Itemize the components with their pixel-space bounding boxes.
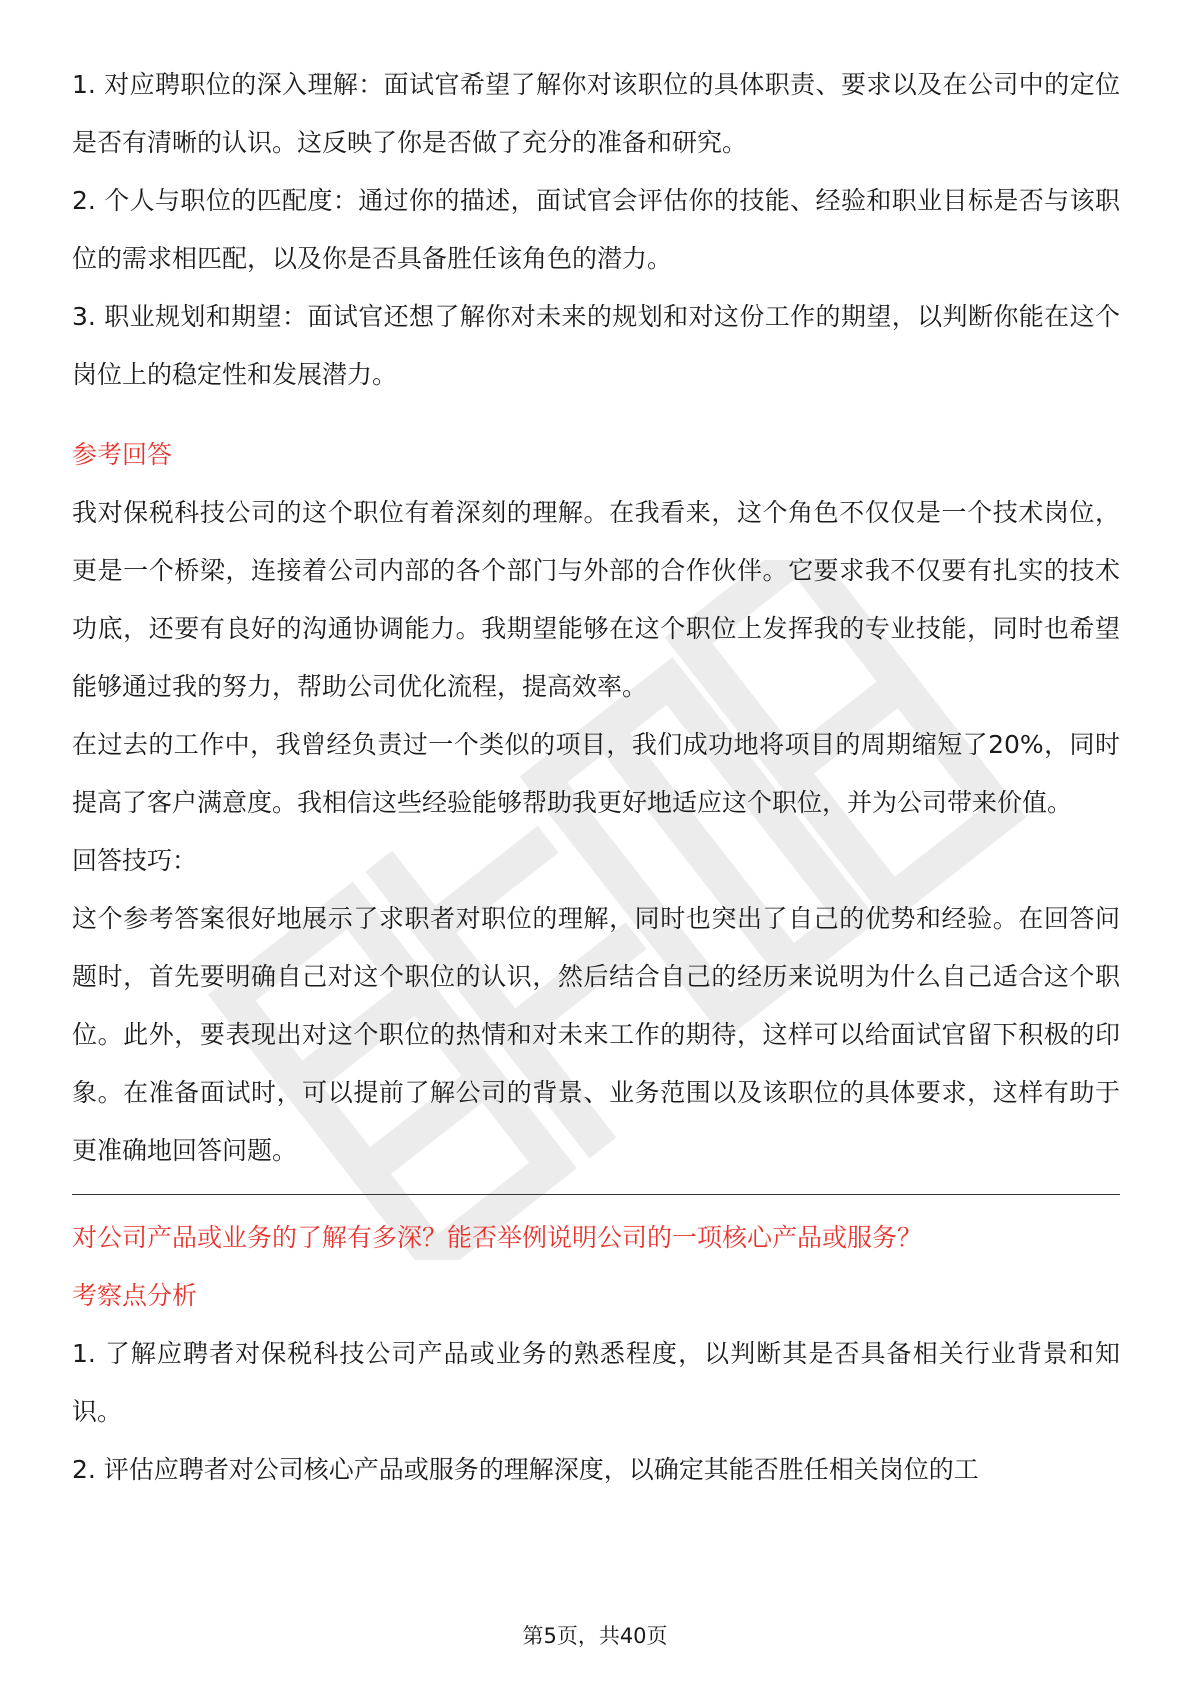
page-content: [72, 56, 1120, 1499]
reference-paragraph-1: 我对保税科技公司的这个职位有着深刻的理解。在我看来，这个角色不仅仅是一个技术岗位，更是一个桥梁，连接着公司内部的各个部门与外部的合作伙伴。它要求我不仅要有扎实的技术功底，还要有良好的沟通协调能力。我期望能够在这个职位上发挥我的专业技能，同时也希望能够通过我的努力，帮助公司优化流程，提高效率。: [72, 498, 1120, 701]
reference-paragraph-2: 在过去的工作中，我曾经负责过一个类似的项目，我们成功地将项目的周期缩短了20%，同时提高了客户满意度。我相信这些经验能够帮助我更好地适应这个职位，并为公司带来价值。: [72, 730, 1120, 817]
point-1: 1. 对应聘职位的深入理解：面试官希望了解你对该职位的具体职责、要求以及在公司中的定位是否有清晰的认识。这反映了你是否做了充分的准备和研究。: [72, 70, 1120, 157]
point-2: 2. 个人与职位的匹配度：通过你的描述，面试官会评估你的技能、经验和职业目标是否与该职位的需求相匹配，以及你是否具备胜任该角色的潜力。: [72, 186, 1120, 273]
reference-answer-heading: 参考回答: [72, 440, 173, 469]
answer-tips-label: 回答技巧：: [72, 846, 198, 875]
point-3: 3. 职业规划和期望：面试官还想了解你对未来的规划和对这份工作的期望，以判断你能在这个岗位上的稳定性和发展潜力。: [72, 302, 1120, 389]
section-divider: [72, 1194, 1120, 1195]
answer-tips-text: 这个参考答案很好地展示了求职者对职位的理解，同时也突出了自己的优势和经验。在回答问题时，首先要明确自己对这个职位的认识，然后结合自己的经历来说明为什么自己适合这个职位。此外，要表现出对这个职位的热情和对未来工作的期待，这样可以给面试官留下积极的印象。在准备面试时，可以提前了解公司的背景、业务范围以及该职位的具体要求，这样有助于更准确地回答问题。: [72, 904, 1120, 1165]
analysis-heading: 考察点分析: [72, 1281, 198, 1310]
section-a-points: [72, 56, 1120, 404]
question-heading: 对公司产品或业务的了解有多深？能否举例说明公司的一项核心产品或服务？: [72, 1223, 923, 1252]
page-number-footer: 第5页，共40页: [522, 1624, 668, 1648]
analysis-point-1: 1. 了解应聘者对保税科技公司产品或业务的熟悉程度，以判断其是否具备相关行业背景和知识。: [72, 1339, 1120, 1426]
analysis-point-2: 2. 评估应聘者对公司核心产品或服务的理解深度，以确定其能否胜任相关岗位的工: [72, 1455, 979, 1484]
